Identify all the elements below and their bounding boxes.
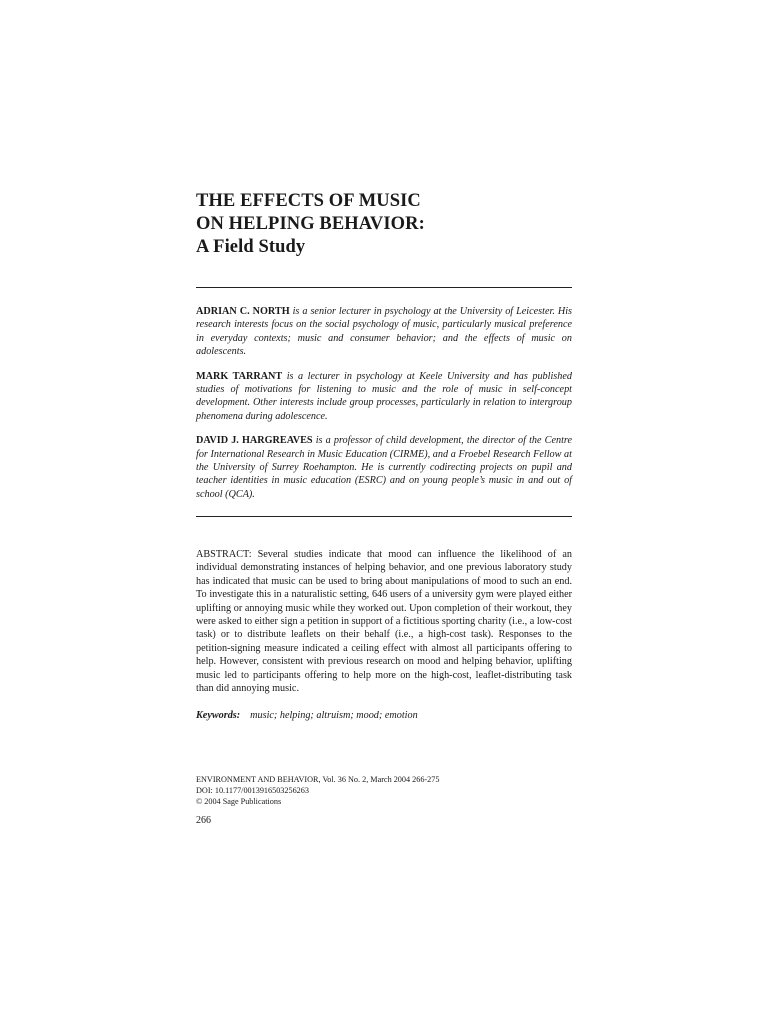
- keywords-list: music; helping; altruism; mood; emotion: [250, 710, 418, 721]
- abstract: ABSTRACT: Several studies indicate that mood can influence the likelihood of an individual demonstrating instances of helping behavior, and one previous laboratory study has indicated that music can be used to bring about manipulations of mood to such an end. To investigate this in a naturalistic setting, 646 users of a university gym were played either uplifting or annoying music while they worked out. Upon completion of their workout, they were asked to either sign a petition in support of a fictitious sporting charity (i.e., a low-cost task) or to distribute leaflets on their behalf (i.e., a high-cost task). Responses to the petition-signing measure indicated a ceiling effect with almost all participants offering to help. However, consistent with previous research on mood and helping behavior, uplifting music led to participants offering to help more on the high-cost, leaflet-distributing task than did annoying music.: [196, 549, 572, 695]
- doi: DOI: 10.1177/0013916503256263: [196, 786, 309, 796]
- author-name: DAVID J. HARGREAVES: [196, 435, 313, 447]
- title-line-3: A Field Study: [196, 237, 306, 257]
- author-name: MARK TARRANT: [196, 370, 283, 382]
- article-title: [196, 190, 572, 259]
- top-divider: [196, 287, 572, 288]
- author-description: is a senior lecturer in psychology at the University of Leicester. His research interests focus on the social psychology of music, particularly musical preference in everyday contexts; music and consumer behavior; and the effects of music on adolescents.: [196, 306, 573, 358]
- author-name: ADRIAN C. NORTH: [196, 306, 290, 317]
- author-description: is a professor of child development, the director of the Centre for International Research in Music Education (CIRME), and a Froebel Research Fellow at the University of Surrey Roehampton. He is currently codirecting projects on pupil and teacher identities in music education (ESRC) and on young people’s music in and out of school (QCA).: [196, 435, 573, 500]
- title-line-1: THE EFFECTS OF MUSIC: [196, 191, 421, 211]
- page-number: 266: [196, 815, 211, 826]
- author-bio-north: [196, 305, 572, 359]
- author-bio-hargreaves: [196, 434, 572, 501]
- keywords-label: Keywords:: [196, 710, 241, 721]
- author-bios: [196, 305, 572, 512]
- journal-citation: ENVIRONMENT AND BEHAVIOR, Vol. 36 No. 2, March 2004 266-275: [196, 775, 440, 784]
- copyright: © 2004 Sage Publications: [196, 797, 282, 807]
- author-description: is a lecturer in psychology at Keele University and has published studies of motivations for listening to music and the role of music in self-concept development. Other interests include group processes, particularly in relation to intergroup phenomena during adolescence.: [196, 370, 572, 422]
- keywords: [196, 709, 572, 722]
- author-bio-tarrant: [196, 370, 572, 424]
- title-line-2: ON HELPING BEHAVIOR:: [196, 214, 425, 234]
- bottom-divider: [196, 516, 572, 517]
- citation-block: [196, 774, 572, 808]
